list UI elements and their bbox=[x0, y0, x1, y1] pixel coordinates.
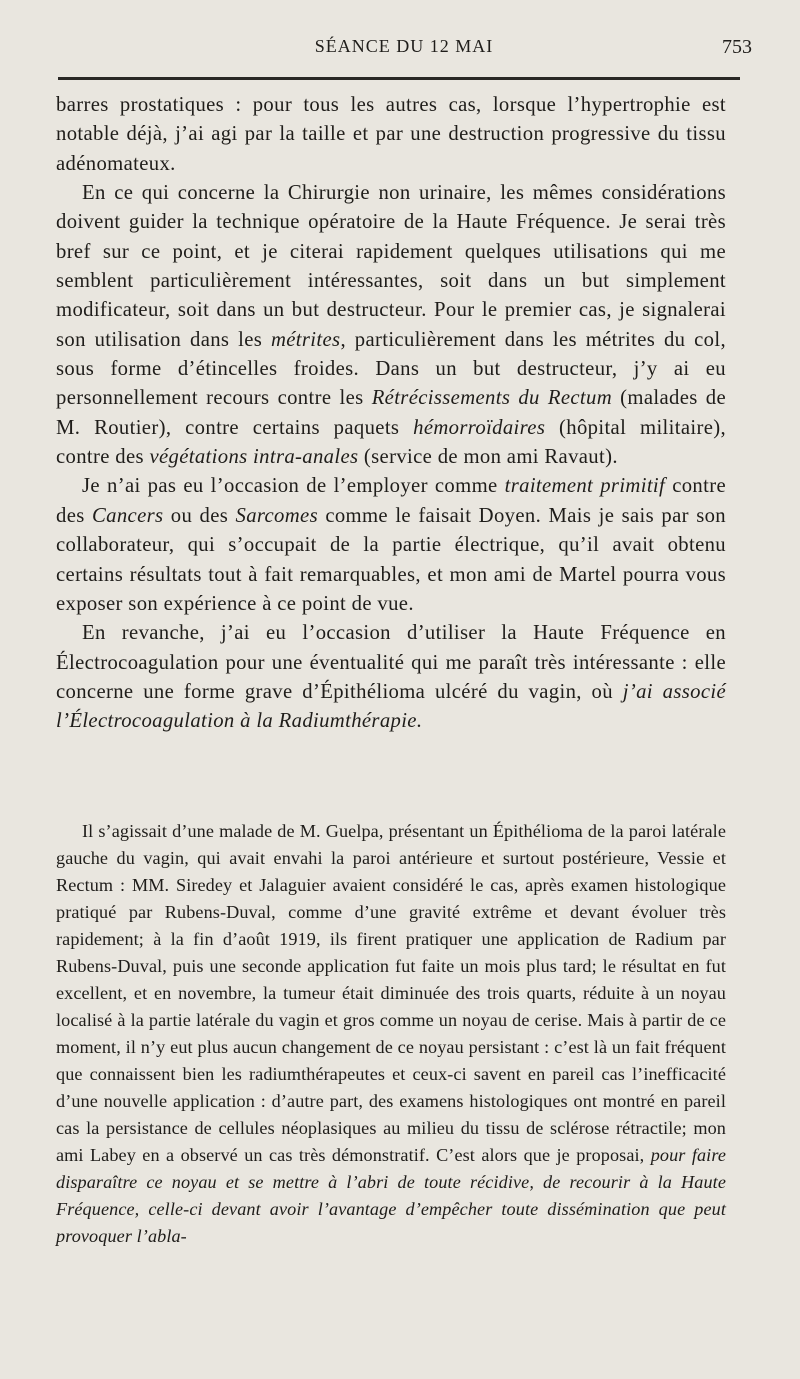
italic-run: hémorroïdaires bbox=[413, 416, 546, 439]
italic-run: métrites bbox=[270, 328, 341, 351]
text-run: (service de mon ami Ravaut). bbox=[358, 446, 618, 469]
header-rule bbox=[58, 77, 740, 80]
italic-run: Rétrécissements du Rectum bbox=[371, 387, 613, 410]
text-run: En ce qui concerne la Chirurgie non urinaire, les mêmes considérations doivent guider la technique opératoire de la Haute Fréquence. Je serai très bref sur ce point, et je citerai rapidement quelques utilisations qui me semblent particulièrement intéressantes, soit dans un but simplement modificateur, soit dans un but destructeur. Pour le premier cas, je signalerai son utilisation dans les bbox=[56, 182, 726, 351]
italic-run: végétations intra-anales bbox=[149, 446, 359, 469]
text-run: , particulièrement dans les métrites du col, sous forme d’étincelles froides. Dans un but destructeur, j’y ai eu personnellement recours contre les bbox=[56, 328, 726, 410]
running-title: SÉANCE DU 12 MAI bbox=[314, 36, 494, 56]
text-run: ou des bbox=[163, 504, 236, 527]
text-run: Il s’agissait d’une malade de M. Guelpa, présentant un Épithélioma de la paroi latérale gauche du vagin, qui avait envahi la paroi antérieure et surtout postérieure, Vessie et Rectum : MM. Siredey et Jalaguier avaient considéré le cas, après examen histologique pratiqué par Rubens-Duval, comme d’une gravité extrême et devant évoluer très rapidement; à la fin d’août 1919, ils firent pratiquer une application de Radium par Rubens-Duval, puis une seconde application fut faite un mois plus tard; le résultat en fut excellent, et en novembre, la tumeur était diminuée des trois quarts, réduite à un noyau localisé à la partie latérale du vagin et gros comme un noyau de cerise. Mais à partir de ce moment, il n’y eut plus aucun changement de ce noyau persistant : c’est là un fait fréquent que connaissent bien les radiumthérapeutes et ceux-ci savent en pareil cas l’inefficacité d’une nouvelle application : d’autre part, des examens histologiques ont montré en pareil cas la persistance de cellules néoplasiques au milieu du tissu de sclérose rétractile; mon ami Labey en a observé un cas très démonstratif. C’est alors que je proposai, bbox=[56, 821, 726, 1165]
paragraph bbox=[56, 179, 726, 472]
paragraph bbox=[56, 91, 726, 179]
case-report-text bbox=[56, 818, 726, 1250]
italic-run: Sarcomes bbox=[235, 504, 318, 527]
italic-run: j’ai associé l’Électrocoagulation à la Radiumthérapie. bbox=[56, 680, 726, 733]
italic-run: pour faire disparaître ce noyau et se mettre à l’abri de toute récidive, de recourir à la Haute Fréquence, celle-ci devant avoir l’avantage d’empêcher toute dissémination que peut provoquer l’abla- bbox=[56, 1145, 727, 1246]
text-run: comme le faisait Doyen. Mais je sais par son collaborateur, qui s’occupait de la partie électrique, qu’il avait obtenu certains résultats tout à fait remarquables, et mon ami de Martel pourra vous exposer son expérience à ce point de vue. bbox=[56, 504, 726, 615]
main-text bbox=[56, 91, 726, 737]
text-run: Je n’ai pas eu l’occasion de l’employer comme bbox=[82, 475, 505, 498]
paragraph bbox=[56, 818, 726, 1250]
page-header bbox=[56, 34, 752, 64]
text-run: contre des bbox=[56, 475, 726, 527]
text-run: (hôpital militaire), contre des bbox=[56, 416, 726, 469]
paragraph bbox=[56, 472, 726, 619]
text-run: barres prostatiques : pour tous les autres cas, lorsque l’hypertrophie est notable déjà, j’ai agi par la taille et par une destruction progressive du tissu adénomateux. bbox=[56, 94, 726, 175]
italic-run: Cancers bbox=[92, 504, 164, 527]
page-number: 753 bbox=[722, 36, 752, 58]
italic-run: traitement primitif bbox=[504, 475, 666, 498]
text-run: En revanche, j’ai eu l’occasion d’utiliser la Haute Fréquence en Électrocoagulation pour une éventualité qui me paraît très intéressante : elle concerne une forme grave d’Épithélioma ulcéré du vagin, où bbox=[56, 622, 726, 703]
text-run: (malades de M. Routier), contre certains paquets bbox=[56, 387, 726, 439]
paragraph bbox=[56, 619, 726, 736]
